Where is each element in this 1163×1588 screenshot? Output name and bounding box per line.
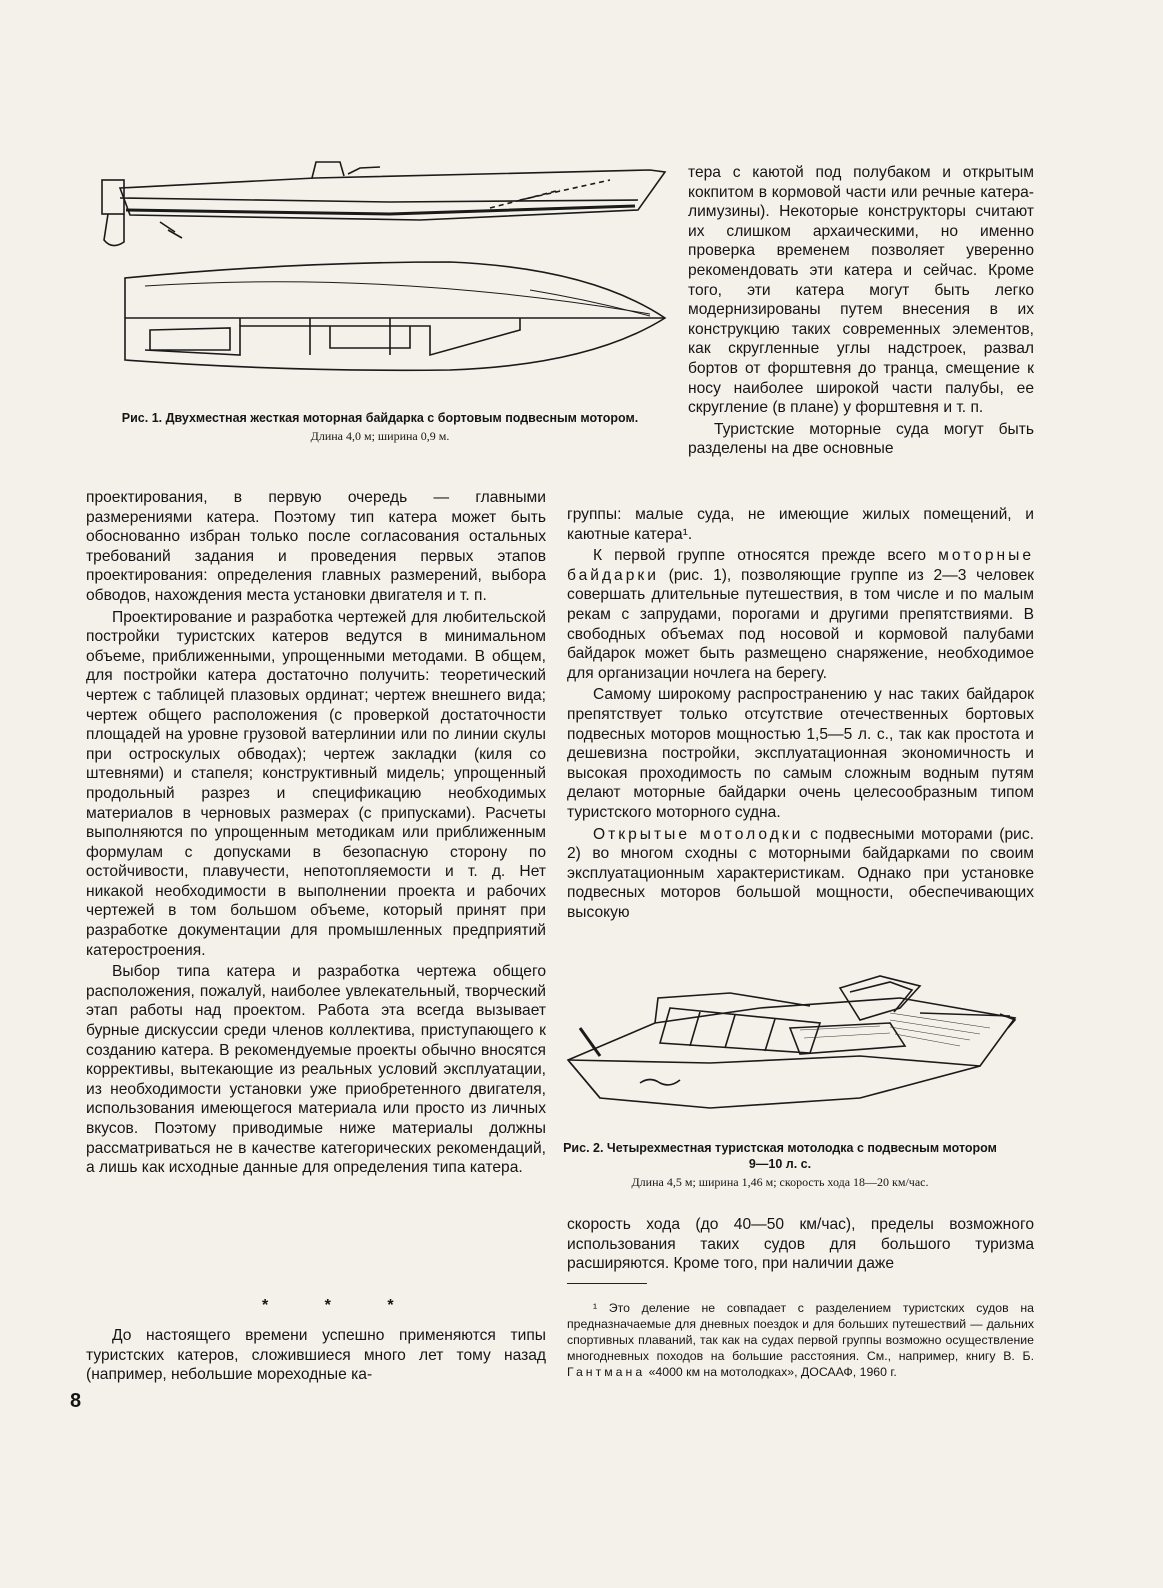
emphasis: моторные байдарки [567, 547, 1034, 584]
footnote-separator [567, 1283, 647, 1284]
left-column [86, 488, 546, 1178]
text-run: с подвесными моторами (рис. 2) во многом сходны с моторными байдарками по своим эксплуатационным характеристикам. Однако при установке подвесных моторов большой мощности, обеспечивающих высокую [567, 825, 1034, 921]
paragraph: группы: малые суда, не имеющие жилых помещений, и каютные катера¹. [567, 506, 1034, 543]
kayak-drawing-svg [90, 150, 675, 405]
figure-2-title: Рис. 2. Четырехместная туристская мотолодка с подвесным мотором 9—10 л. с. [563, 1141, 997, 1171]
figure-1-kayak-drawing [90, 150, 675, 405]
page-number: 8 [70, 1390, 82, 1412]
paragraph: Проектирование и разработка чертежей для любительской постройки туристских катеров ведутся в минимальном объеме, приближенными, упрощенными методами. В общем, для постройки катера достаточно получить: теоретический чертеж с таблицей плазовых ординат; чертеж внешнего вида; чертеж общего расположения (с проверкой достаточности площадей на уровне грузовой ватерлинии или по линии скулы при остроскулых обводах); чертеж закладки (киля со штевнями) и стапеля; конструктивный мидель; упрощенный продольный разрез и спецификацию необходимых материалов в черновых размерах (с припусками). Расчеты выполняются по упрощенным методикам или приближенным формулам с допусками в безопасную сторону по остойчивости, плавучести, непотопляемости и т. д. Нет никакой необходимости в выполнении проекта и рабочих чертежей в том большом объеме, который принят при разработке документации для промышленных предприятий катеростроения. [86, 608, 546, 959]
text-run: К первой группе относятся прежде всего [593, 547, 939, 565]
paragraph: Выбор типа катера и разработка чертежа общего расположения, пожалуй, наиболее увлекательный, творческий этап работы над проектом. Работа эта всегда вызывает бурные дискуссии среди членов коллектива, приступающего к созданию катера. В рекомендуемые проекты обычно вносятся коррективы, вытекающие из реальных условий эксплуатации, из необходимости установки уже приобретенного двигателя, использования имеющегося материала или просто из личных вкусов. Поэтому приводимые ниже материалы должны рассматриваться не в качестве категорических рекомендаций, а лишь как исходные данные для определения типа катера. [86, 963, 546, 1177]
section-divider-stars: * * * [262, 1297, 420, 1314]
paragraph: тера с каютой под полубаком и открытым кокпитом в кормовой части или речные катера-лимузины). Некоторые конструкторы считают их слишком архаическими, но именно проверка временем позволяет уверенно рекомендовать эти катера и сейчас. Кроме того, эти катера могут быть легко модернизированы путем внесения в их конструкцию таких современных элементов, как скругленные углы надстроек, развал бортов от форштевня до транца, смещение к носу наиболее широкой части палубы, ее скругление (в плане) у форштевня и т. п. [688, 164, 1034, 417]
figure-2-motorboat-drawing [560, 968, 1030, 1133]
emphasis: Открытые мотолодки [593, 825, 804, 843]
paragraph [567, 546, 1034, 683]
paragraph: Самому широкому распространению у нас таких байдарок препятствует только отсутствие отечественных бортовых подвесных моторов мощностью 1,5—5 л. с., так как простота и дешевизна постройки, эксплуатационная экономичность и высокая проходимость по самым сложным водным путям делают моторные байдарки очень целесообразным типом туристского моторного судна. [567, 686, 1034, 821]
left-column-bottom [86, 1326, 546, 1385]
paragraph [567, 825, 1034, 923]
paragraph: проектирования, в первую очередь — главными размерениями катера. Поэтому тип катера может быть обоснованно избран только после согласования остальных требований задания и проведения первых этапов проектирования: определения главных размерений, выбора обводов, нахождения места установки двигателя и т. п. [86, 489, 546, 604]
text-run: (рис. 1), позволяющие группе из 2—3 человек совершать длительные путешествия, в том числе и по малым рекам с запрудами, порогами и другими препятствиями. В свободных объемах под носовой и кормовой палубами байдарок может быть размещено снаряжение, необходимое для организации ночлега на берегу. [567, 566, 1034, 682]
emphasis: Гантмана [567, 1365, 646, 1379]
paragraph: Туристские моторные суда могут быть разделены на две основные [688, 420, 1034, 458]
footnote-text [567, 1300, 1034, 1380]
figure-1-title: Рис. 1. Двухместная жесткая моторная байдарка с бортовым подвесным мотором. [121, 411, 639, 425]
paragraph: До настоящего времени успешно применяются типы туристских катеров, сложившиеся много лет тому назад (например, небольшие мореходные ка- [86, 1327, 546, 1384]
text-run: ¹ Это деление не совпадает с разделением туристских судов на предназначаемые для дневных поездок и для больших путешествий — дальних спортивных плаваний, так как на судах первой группы возможно осуществление многодневных походов на большие расстояния. См., например, книгу В. Б. [567, 1301, 1034, 1363]
right-column-bottom [567, 1215, 1034, 1274]
paragraph: скорость хода (до 40—50 км/час), пределы возможного использования таких судов для большого туризма расширяются. Кроме того, при наличии даже [567, 1216, 1034, 1273]
text-run: «4000 км на мотолодках», ДОСААФ, 1960 г. [645, 1365, 897, 1379]
right-column-middle [567, 505, 1034, 922]
figure-1-dimensions: Длина 4,0 м; ширина 0,9 м. [310, 429, 450, 443]
right-column-top [688, 163, 1034, 459]
figure-1-caption [100, 410, 660, 444]
footnote [567, 1300, 1034, 1380]
figure-2-caption [560, 1140, 1000, 1190]
motorboat-drawing-svg [560, 968, 1030, 1133]
figure-2-dimensions: Длина 4,5 м; ширина 1,46 м; скорость хода 18—20 км/час. [631, 1175, 929, 1189]
